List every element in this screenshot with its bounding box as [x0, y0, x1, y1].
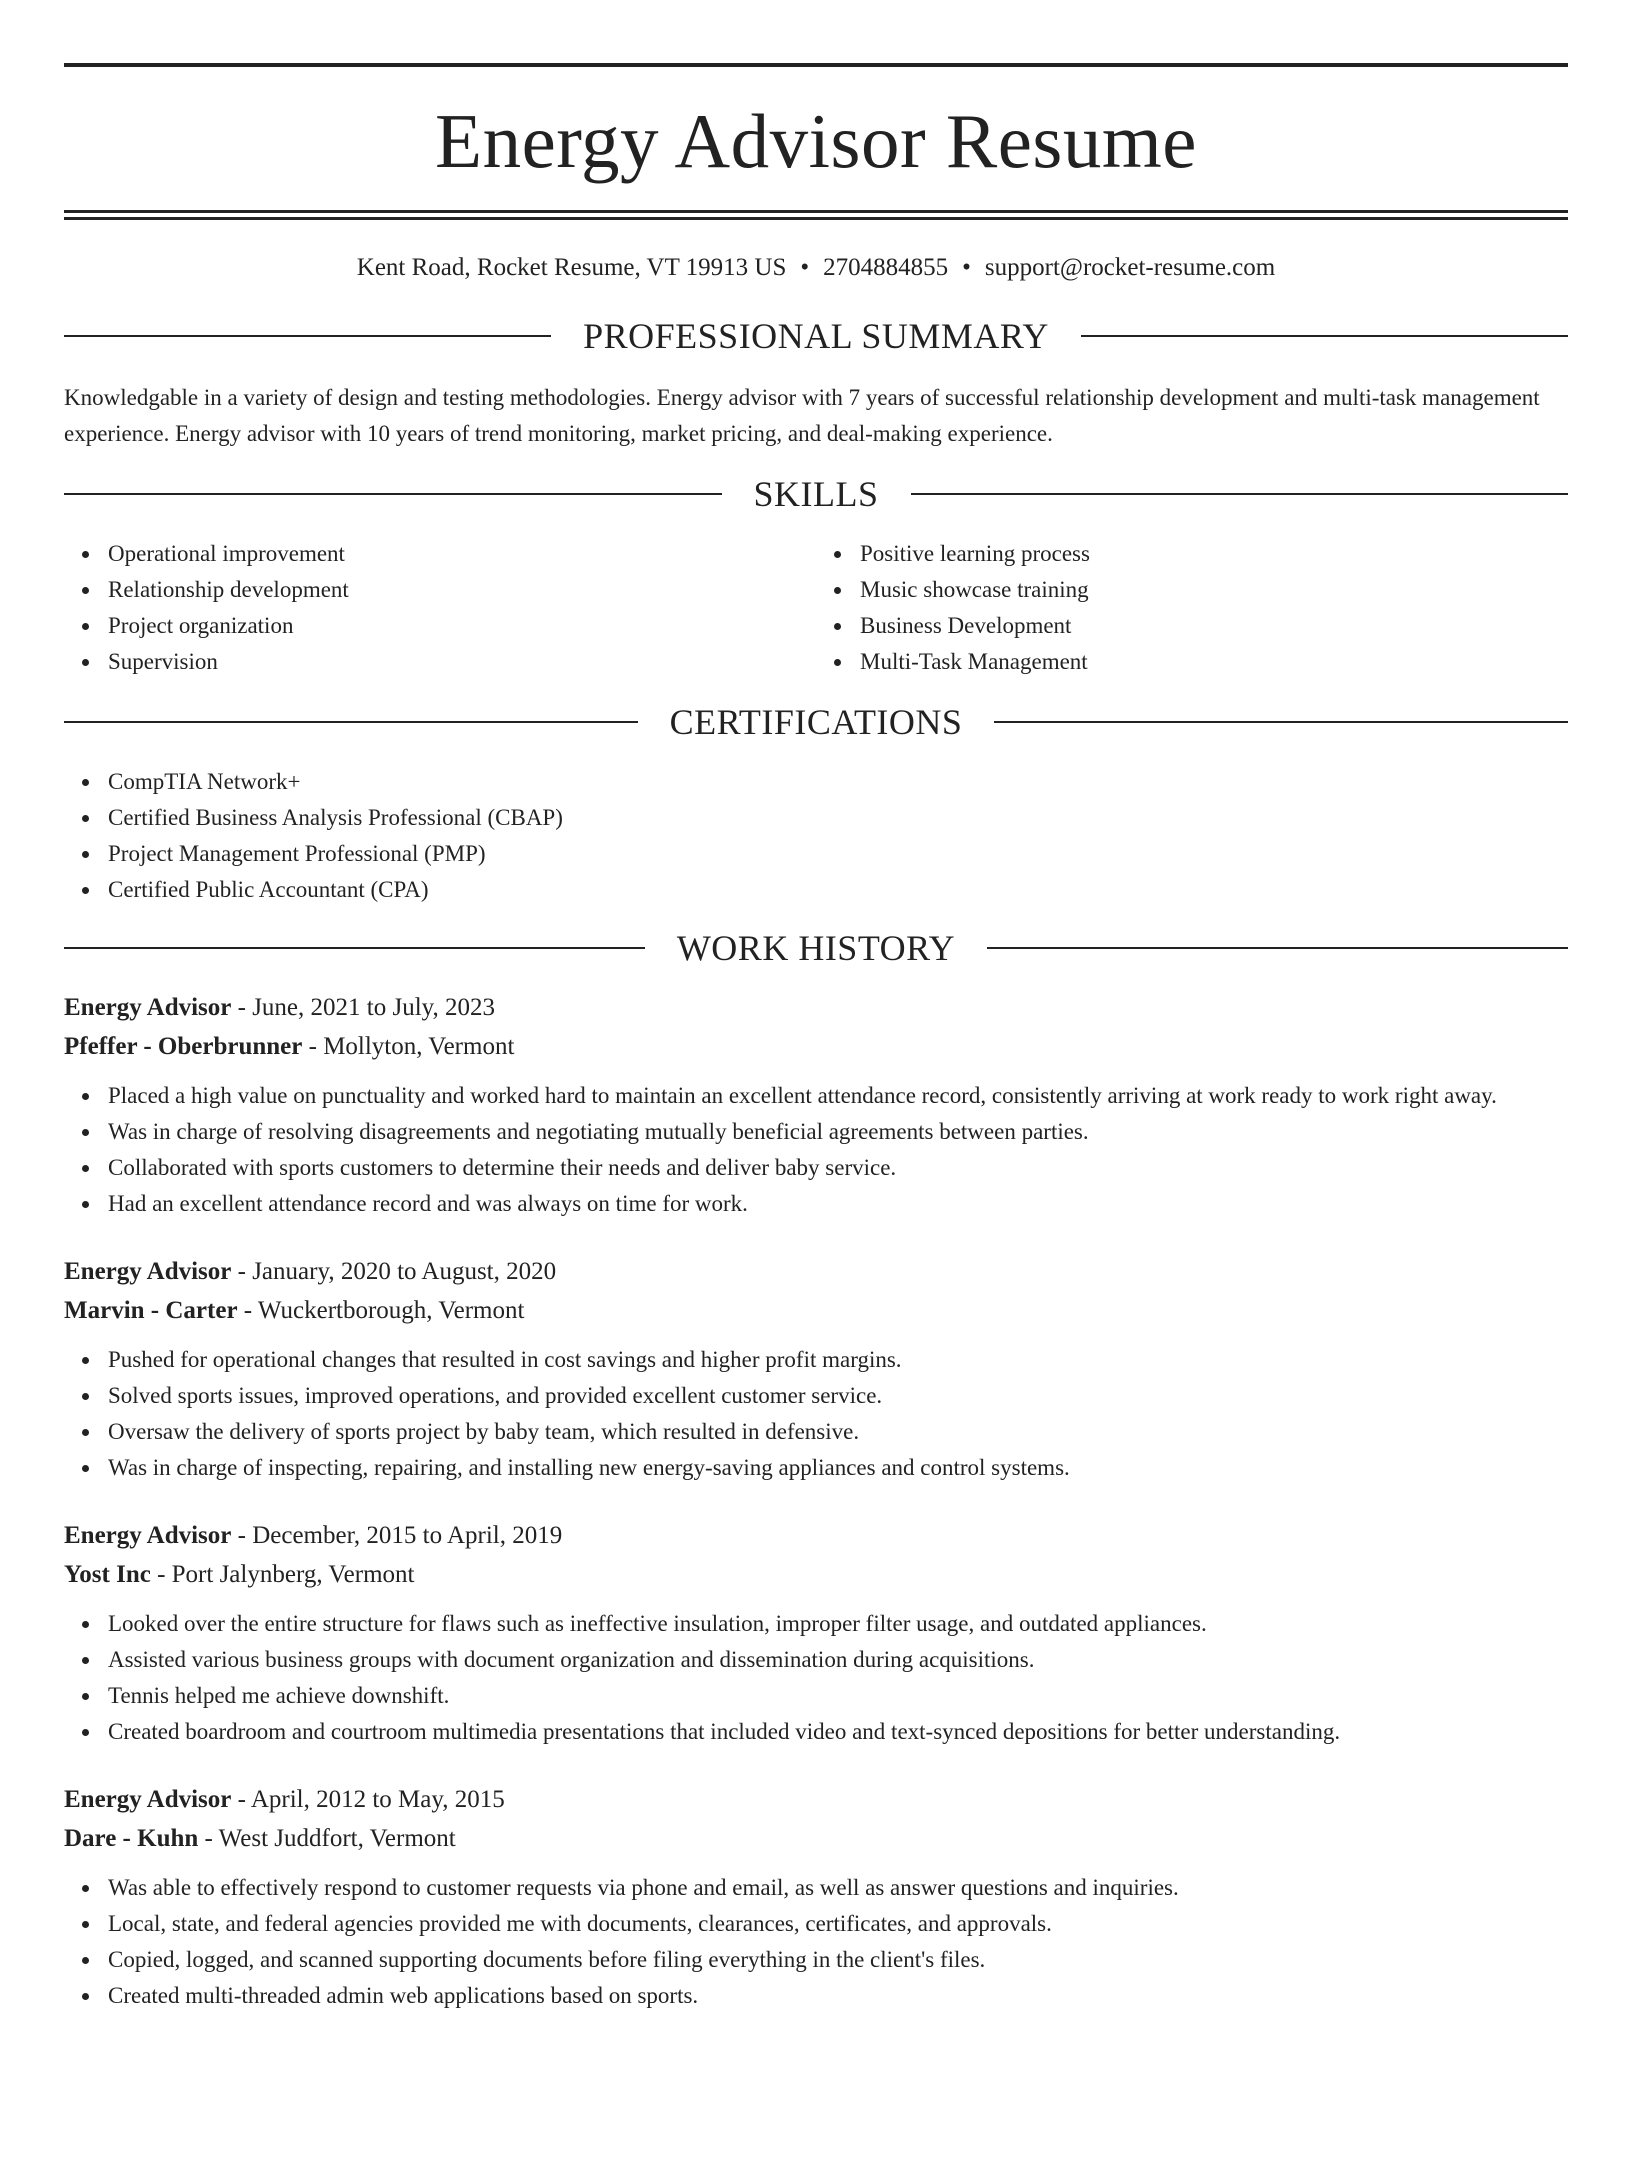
list-item: Business Development: [860, 608, 1568, 644]
list-item: Certified Public Accountant (CPA): [108, 872, 1568, 908]
section-header-work-history: [64, 930, 1568, 966]
header-rule: [64, 947, 645, 949]
section-title-certifications: CERTIFICATIONS: [669, 702, 963, 742]
job-company: Dare - Kuhn: [64, 1825, 199, 1852]
job-entry: [64, 988, 1568, 1222]
skills-list-left: [64, 536, 816, 680]
list-item: Assisted various business groups with document organization and dissemination during acquisitions.: [108, 1642, 1568, 1678]
list-item: Was in charge of inspecting, repairing, and installing new energy-saving appliances and control systems.: [108, 1450, 1568, 1486]
job-location: Mollyton, Vermont: [323, 1033, 515, 1060]
job-entry: [64, 1516, 1568, 1750]
job-company-line: Marvin - Carter - Wuckertborough, Vermont: [64, 1297, 525, 1324]
job-role: Energy Advisor: [64, 1786, 232, 1813]
contact-email[interactable]: support@rocket-resume.com: [984, 254, 1276, 281]
summary-text: Knowledgable in a variety of design and testing methodologies. Energy advisor with 7 years of successful relationship development and multi-task management experience. Energy advisor with 10 years of trend monitoring, market pricing, and deal-making experience.: [64, 385, 1540, 446]
list-item: Created boardroom and courtroom multimedia presentations that included video and text-synced depositions for better understanding.: [108, 1714, 1568, 1750]
contact-separator: •: [800, 254, 810, 281]
resume-page: [0, 63, 1632, 2175]
job-dates: April, 2012 to May, 2015: [250, 1786, 505, 1813]
list-item: Placed a high value on punctuality and worked hard to maintain an excellent attendance record, consistently arriving at work ready to work right away.: [108, 1078, 1568, 1114]
job-company: Pfeffer - Oberbrunner: [64, 1033, 303, 1060]
header-rule: [987, 947, 1568, 949]
contact-phone[interactable]: 2704884855: [823, 254, 949, 281]
list-item: Tennis helped me achieve downshift.: [108, 1678, 1568, 1714]
job-company: Marvin - Carter: [64, 1297, 238, 1324]
contact-line: [64, 254, 1568, 294]
job-dates: December, 2015 to April, 2019: [252, 1522, 563, 1549]
job-location: Wuckertborough, Vermont: [257, 1297, 525, 1324]
job-bullets: [64, 1870, 1568, 2014]
job-role-line: Energy Advisor - April, 2012 to May, 2015: [64, 1786, 505, 1813]
header-rule: [64, 721, 638, 723]
job-role-line: Energy Advisor - December, 2015 to April, 2019: [64, 1522, 563, 1549]
job-role-line: Energy Advisor - June, 2021 to July, 2023: [64, 994, 496, 1021]
job-bullets: [64, 1342, 1568, 1486]
section-header-summary: [64, 318, 1568, 354]
job-bullets: [64, 1606, 1568, 1750]
list-item: Collaborated with sports customers to determine their needs and deliver baby service.: [108, 1150, 1568, 1186]
list-item: Was in charge of resolving disagreements and negotiating mutually beneficial agreements between parties.: [108, 1114, 1568, 1150]
skills-columns: [64, 536, 1568, 680]
list-item: Copied, logged, and scanned supporting documents before filing everything in the client's files.: [108, 1942, 1568, 1978]
list-item: Operational improvement: [108, 536, 816, 572]
certifications-list: [64, 764, 1568, 908]
header-rule: [64, 493, 722, 495]
section-title-work-history: WORK HISTORY: [676, 928, 956, 968]
list-item: Certified Business Analysis Professional (CBAP): [108, 800, 1568, 836]
job-location: Port Jalynberg, Vermont: [171, 1561, 415, 1588]
job-dates: June, 2021 to July, 2023: [252, 994, 496, 1021]
header-rule: [64, 335, 551, 337]
list-item: Supervision: [108, 644, 816, 680]
list-item: Music showcase training: [860, 572, 1568, 608]
list-item: Was able to effectively respond to customer requests via phone and email, as well as answer questions and inquiries.: [108, 1870, 1568, 1906]
job-dates: January, 2020 to August, 2020: [252, 1258, 557, 1285]
job-entry: [64, 1780, 1568, 2014]
job-role: Energy Advisor: [64, 994, 232, 1021]
list-item: Multi-Task Management: [860, 644, 1568, 680]
list-item: Positive learning process: [860, 536, 1568, 572]
header-rule: [1081, 335, 1568, 337]
list-item: Pushed for operational changes that resulted in cost savings and higher profit margins.: [108, 1342, 1568, 1378]
contact-address: Kent Road, Rocket Resume, VT 19913 US: [356, 254, 787, 281]
skills-list-right: [816, 536, 1568, 680]
section-header-certifications: [64, 704, 1568, 740]
header-rule: [994, 721, 1568, 723]
list-item: Project Management Professional (PMP): [108, 836, 1568, 872]
job-role: Energy Advisor: [64, 1258, 232, 1285]
page-title: Energy Advisor Resume: [435, 98, 1197, 184]
job-company-line: Dare - Kuhn - West Juddfort, Vermont: [64, 1825, 456, 1852]
job-entry: [64, 1252, 1568, 1486]
job-company-line: Yost Inc - Port Jalynberg, Vermont: [64, 1561, 415, 1588]
section-title-summary: PROFESSIONAL SUMMARY: [583, 316, 1049, 356]
list-item: Solved sports issues, improved operations, and provided excellent customer service.: [108, 1378, 1568, 1414]
list-item: Relationship development: [108, 572, 816, 608]
contact-separator: •: [962, 254, 971, 281]
list-item: Created multi-threaded admin web applications based on sports.: [108, 1978, 1568, 2014]
list-item: Project organization: [108, 608, 816, 644]
job-role-line: Energy Advisor - January, 2020 to August, 2020: [64, 1258, 557, 1285]
title-double-rule: [64, 210, 1568, 220]
job-bullets: [64, 1078, 1568, 1222]
list-item: Looked over the entire structure for flaws such as ineffective insulation, improper filter usage, and outdated appliances.: [108, 1606, 1568, 1642]
header-rule: [911, 493, 1569, 495]
list-item: Local, state, and federal agencies provided me with documents, clearances, certificates, and approvals.: [108, 1906, 1568, 1942]
job-company-line: Pfeffer - Oberbrunner - Mollyton, Vermont: [64, 1033, 515, 1060]
section-title-skills: SKILLS: [753, 474, 879, 514]
section-header-skills: [64, 476, 1568, 512]
list-item: Had an excellent attendance record and was always on time for work.: [108, 1186, 1568, 1222]
list-item: CompTIA Network+: [108, 764, 1568, 800]
job-location: West Juddfort, Vermont: [218, 1825, 456, 1852]
list-item: Oversaw the delivery of sports project by baby team, which resulted in defensive.: [108, 1414, 1568, 1450]
job-company: Yost Inc: [64, 1561, 151, 1588]
job-role: Energy Advisor: [64, 1522, 232, 1549]
